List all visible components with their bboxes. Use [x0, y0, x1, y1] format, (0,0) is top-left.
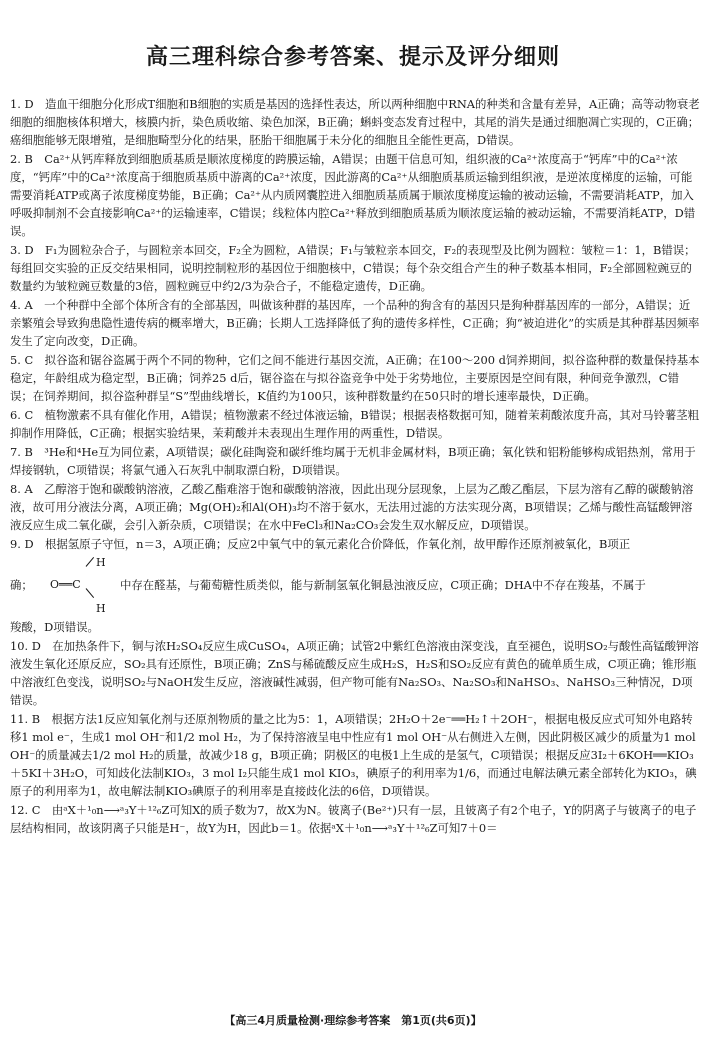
aldehyde-structure	[40, 554, 106, 618]
dha-structure-block	[10, 554, 700, 618]
answer-item-5: 5. C 拟谷盗和锯谷盗属于两个不同的物种，它们之间不能进行基因交流，A正确；在100～200 d饲养期间，拟谷盗种群的数量保持基本稳定，年龄组成为稳定型，B正确；饲养25 d后，锯谷盗在与拟谷盗竞争中处于劣势地位，主要原因是空间有限，种间竞争激烈，C错误；在饲养期间，拟谷盗种群呈“S”型曲线增长，K值约为100只，该种群数量约在50只时的增长速率最快，D正确。	[10, 353, 700, 403]
answer-item-1: 1. D 造血干细胞分化形成T细胞和B细胞的实质是基因的选择性表达，所以两种细胞中RNA的种类和含量有差异，A正确；高等动物衰老细胞的细胞核体积增大，核膜内折，染色质收缩、染色加深，B正确；蝌蚪变态发育过程中，其尾的消失是通过细胞凋亡实现的，C正确；癌细胞能够无限增殖，是细胞畸型分化的结果，胚胎干细胞属于未分化的细胞且全能性更高，D错误。	[10, 97, 700, 147]
answer-content	[10, 95, 700, 838]
answer-item-11: 11. B 根据方法1反应知氧化剂与还原剂物质的量之比为5：1，A项错误；2H₂O＋2e⁻══H₂↑＋2OH⁻，根据电极反应式可知外电路转移1 mol e⁻，生成1 mol OH⁻和1/2 mol H₂，为了保持溶液呈电中性应有1 mol OH⁻从右侧进入左侧，因此阴极区减少的质量为1 mol OH⁻的质量减去1/2 mol H₂的质量，故减少18 g，B项正确；阴极区的电极1上生成的是氢气，C项错误；根据反应3I₂＋6KOH══KIO₃＋5KI＋3H₂O，可知歧化法制KIO₃，3 mol I₂只能生成1 mol KIO₃，碘原子的利用率为1/6，而通过电解法碘元素全部转化为KIO₃，碘原子的利用率为1，故电解法制KIO₃碘原子的利用率是直接歧化法的6倍，D项错误。	[10, 712, 697, 798]
answer-item-7: 7. B ³He和⁴He互为同位素，A项错误；碳化硅陶瓷和碳纤维均属于无机非金属材料，B项正确；氧化铁和铝粉能够构成铝热剂，常用于焊接钢轨，C项错误；将氯气通入石灰乳中制取漂白粉，D项错误。	[10, 445, 696, 477]
answer-item-10: 10. D 在加热条件下，铜与浓H₂SO₄反应生成CuSO₄，A项正确；试管2中紫红色溶液由深变浅，直至褪色，说明SO₂与酸性高锰酸钾溶液发生氧化还原反应，SO₂具有还原性，B项正确；ZnS与稀硫酸反应生成H₂S，H₂S和SO₂反应有黄色的硫单质生成，C项正确；锥形瓶中溶液红色变浅，说明SO₂与NaOH发生反应，溶液碱性减弱，但产物可能有Na₂SO₃、Na₂SO₃和NaHSO₃、NaHSO₃三种情况，D项错误。	[10, 639, 699, 707]
bond-top	[86, 557, 94, 567]
carbonyl-group: O══C	[50, 578, 81, 591]
answer-item-8: 8. A 乙醇溶于饱和碳酸钠溶液，乙酸乙酯难溶于饱和碳酸钠溶液，因此出现分层现象，上层为乙酸乙酯层，下层为溶有乙醇的碳酸钠溶液，故可用分液法分离，A项正确；Mg(OH)₂和Al(OH)₃均不溶于氨水，无法用过滤的方法实现分离，B项错误；乙烯与酸性高锰酸钾溶液反应生成二氧化碳，会引入新杂质，C项错误；在水中FeCl₃和Na₂CO₃会发生双水解反应，D项错误。	[10, 482, 694, 532]
answer-item-9-tail: 羧酸，D项错误。	[10, 620, 99, 634]
answer-item-2: 2. B Ca²⁺从钙库释放到细胞质基质是顺浓度梯度的跨膜运输，A错误；由题干信息可知，组织液的Ca²⁺浓度高于“钙库”中的Ca²⁺浓度，“钙库”中的Ca²⁺浓度高于细胞质基质中游离的Ca²⁺浓度，因此游离的Ca²⁺从细胞质基质运输到组织液，是逆浓度梯度的运输，可能需要消耗ATP或离子浓度梯度势能，B正确；Ca²⁺从内质网囊腔进入细胞质基质属于顺浓度梯度运输的被动运输，不需要消耗ATP，加入呼吸抑制剂不会直接影响Ca²⁺的运输速率，C错误；线粒体内腔Ca²⁺释放到细胞质基质为顺浓度运输的被动运输，不需要消耗ATP，D错误。	[10, 152, 696, 238]
answer-item-4: 4. A 一个种群中全部个体所含有的全部基因，叫做该种群的基因库，一个品种的狗含有的基因只是狗种群基因库的一部分，A错误；近亲繁殖会导致狗患隐性遗传病的概率增大，B正确；长期人工选择降低了狗的遗传多样性，C正确；狗“被迫进化”的实质是其种群基因频率发生了定向改变，D正确。	[10, 298, 700, 348]
bond-bottom	[86, 588, 94, 598]
dha-prefix: 确；	[10, 578, 33, 592]
answer-item-12: 12. C 由ᵃX＋¹₀n⟶ᵃ₃Y＋¹²₆Z可知X的质子数为7，故X为N。铍离子(Be²⁺)只有一层，且铍离子有2个电子，Y的阴离子与铍离子的电子层结构相同，故该阴离子只能是H⁻，故Y为H，因此b＝1。依据ᵃX＋¹₀n⟶ᵃ₃Y＋¹²₆Z可知7＋0＝	[10, 803, 697, 835]
answer-item-6: 6. C 植物激素不具有催化作用，A错误；植物激素不经过体液运输，B错误；根据表格数据可知，随着茉莉酸浓度升高，其对马铃薯茎粗抑制作用降低，C正确；根据实验结果，茉莉酸并未表现出生理作用的两重性，D错误。	[10, 408, 700, 440]
answer-item-3: 3. D F₁为圆粒杂合子，与圆粒亲本回交，F₂全为圆粒，A错误；F₁与皱粒亲本回交，F₂的表现型及比例为圆粒：皱粒＝1：1，B错误；每组回交实验的正反交结果相同，说明控制粒形的基因位于细胞核中，C错误；每个杂交组合产生的种子数基本相同，F₂全部圆粒豌豆的数量约为皱粒豌豆数量的3倍，圆粒豌豆中约2/3为杂合子，不能稳定遗传，D正确。	[10, 243, 696, 293]
hydrogen-top: H	[96, 556, 106, 569]
dha-text: 中存在醛基，与葡萄糖性质类似，能与新制氢氧化铜悬浊液反应，C项正确；DHA中不存在羧基，不属于	[120, 578, 646, 592]
page-title: 高三理科综合参考答案、提示及评分细则	[145, 45, 560, 70]
hydrogen-bottom: H	[96, 602, 106, 615]
answer-item-9: 9. D 根据氢原子守恒，n＝3，A项正确；反应2中氧气中的氧元素化合价降低，作氧化剂，故甲醇作还原剂被氧化，B项正	[10, 537, 631, 551]
page-footer: 【高三4月质量检测·理综参考答案 第1页(共6页)】	[224, 1014, 482, 1027]
